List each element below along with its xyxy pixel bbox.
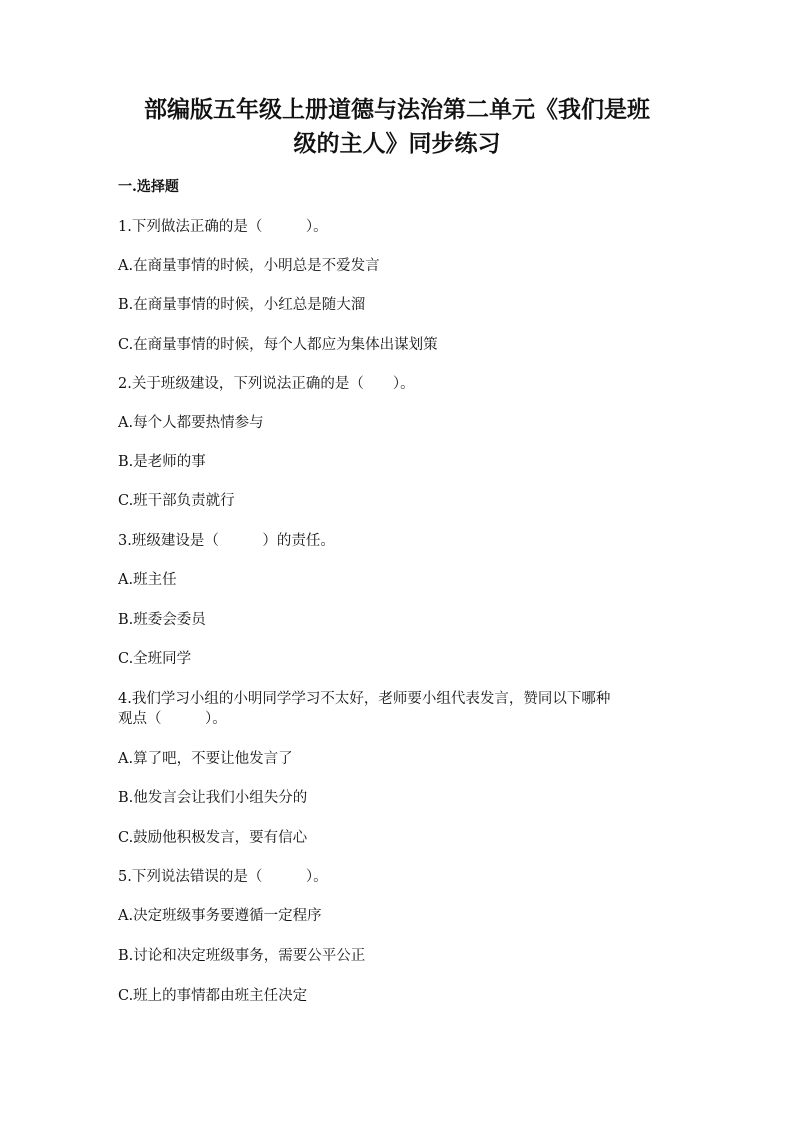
question-2-option-a: A.每个人都要热情参与	[118, 415, 264, 431]
question-4-stem-line-2: 观点（ ）。	[118, 711, 227, 727]
question-4-option-c: C.鼓励他积极发言，要有信心	[118, 830, 308, 846]
question-2-option-c: C.班干部负责就行	[118, 493, 235, 509]
question-2-stem: 2.关于班级建设，下列说法正确的是（ ）。	[118, 376, 415, 392]
question-3-option-c: C.全班同学	[118, 651, 192, 667]
section-heading: 一.选择题	[118, 179, 179, 195]
question-3-option-a: A.班主任	[118, 572, 177, 588]
question-5-option-b: B.讨论和决定班级事务，需要公平公正	[118, 948, 366, 964]
question-5-stem: 5.下列说法错误的是（ ）。	[118, 869, 328, 885]
question-4-stem-line-1: 4.我们学习小组的小明同学学习不太好，老师要小组代表发言，赞同以下哪种	[118, 691, 611, 707]
question-4-option-a: A.算了吧，不要让他发言了	[118, 751, 293, 767]
question-2-option-b: B.是老师的事	[118, 454, 206, 470]
question-5-option-c: C.班上的事情都由班主任决定	[118, 988, 308, 1004]
question-3-option-b: B.班委会委员	[118, 612, 206, 628]
question-1-stem: 1.下列做法正确的是（ ）。	[118, 219, 328, 235]
document-title	[100, 93, 694, 161]
question-3-stem: 3.班级建设是（ ）的责任。	[118, 533, 335, 549]
question-1-option-b: B.在商量事情的时候，小红总是随大溜	[118, 297, 366, 313]
title-line-1: 部编版五年级上册道德与法治第二单元《我们是班	[144, 96, 650, 123]
question-4-option-b: B.他发言会让我们小组失分的	[118, 790, 308, 806]
question-5-option-a: A.决定班级事务要遵循一定程序	[118, 908, 322, 924]
question-1-option-c: C.在商量事情的时候，每个人都应为集体出谋划策	[118, 337, 438, 353]
question-1-option-a: A.在商量事情的时候，小明总是不爱发言	[118, 258, 380, 274]
title-line-2: 级的主人》同步练习	[293, 130, 501, 157]
